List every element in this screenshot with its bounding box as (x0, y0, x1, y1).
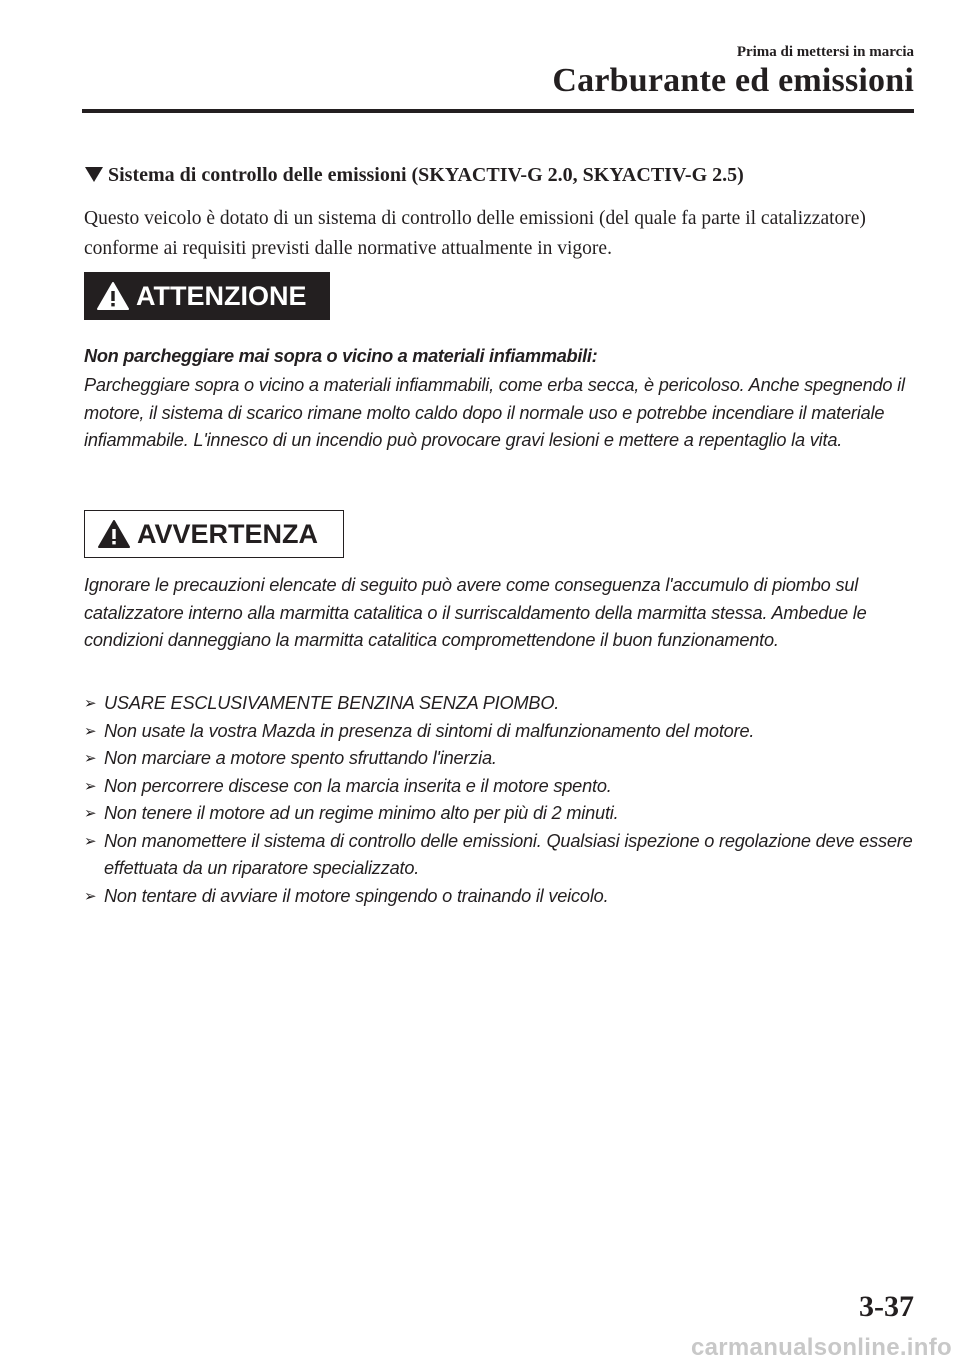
warning-label: AVVERTENZA (137, 518, 319, 549)
header-chapter-title: Carburante ed emissioni (552, 62, 914, 99)
header-divider (82, 109, 914, 113)
warning-body: Ignorare le precauzioni elencate di seguito può avere come conseguenza l'accumulo di piombo sul catalizzatore interno alla marmitta catalitica o il surriscaldamento della marmitta stessa. Ambedue le condizioni danneggiano la marmitta catalitica compromettendone il buon funzionamento. (84, 575, 867, 650)
header-section-title: Prima di mettersi in marcia (736, 44, 914, 60)
list-item: ➢ Non tenere il motore ad un regime minimo alto per più di 2 minuti. (84, 800, 924, 828)
warning-bullet-list (84, 690, 924, 910)
warning-badge (84, 510, 344, 558)
intro-paragraph: Questo veicolo è dotato di un sistema di controllo delle emissioni (del quale fa parte il catalizzatore) conforme ai requisiti previsti dalle normative attualmente in vigore. (84, 208, 866, 259)
warning-triangle-icon (96, 281, 130, 311)
watermark: carmanualsonline.info (690, 1334, 952, 1361)
page-number: 3-37 (859, 1290, 914, 1323)
list-item: ➢ Non tentare di avviare il motore spingendo o trainando il veicolo. (84, 883, 924, 911)
arrow-bullet-icon: ➢ (84, 721, 97, 740)
danger-label: ATTENZIONE (136, 280, 307, 311)
arrow-bullet-icon: ➢ (84, 886, 97, 905)
arrow-bullet-icon: ➢ (84, 776, 97, 795)
section-heading-text: Sistema di controllo delle emissioni (SKYACTIV-G 2.0, SKYACTIV-G 2.5) (108, 164, 744, 186)
triangle-down-icon (84, 165, 104, 183)
section-heading (84, 164, 924, 187)
danger-badge (84, 272, 330, 320)
arrow-bullet-icon: ➢ (84, 694, 97, 712)
list-item: ➢ Non percorrere discese con la marcia inserita e il motore spento. (84, 773, 924, 801)
danger-title: Non parcheggiare mai sopra o vicino a materiali infiammabili: (84, 346, 598, 366)
arrow-bullet-icon: ➢ (84, 831, 97, 850)
danger-body: Parcheggiare sopra o vicino a materiali infiammabili, come erba secca, è pericoloso. Anche spegnendo il motore, il sistema di scarico rimane molto caldo dopo il normale uso e potrebbe incendiare il materiale infiammabile. L'innesco di un incendio può provocare gravi lesioni e mettere a repentaglio la vita. (84, 375, 905, 450)
arrow-bullet-icon: ➢ (84, 749, 97, 767)
arrow-bullet-icon: ➢ (84, 804, 97, 822)
list-item: ➢ Non usate la vostra Mazda in presenza di sintomi di malfunzionamento del motore. (84, 718, 924, 746)
list-item: ➢ USARE ESCLUSIVAMENTE BENZINA SENZA PIOMBO. (84, 690, 924, 718)
list-item: ➢ Non marciare a motore spento sfruttando l'inerzia. (84, 745, 924, 773)
warning-triangle-icon (97, 519, 131, 549)
list-item: ➢ Non manomettere il sistema di controllo delle emissioni. Qualsiasi ispezione o regolazione deve essere effettuata da un riparatore specializzato. (84, 828, 924, 883)
